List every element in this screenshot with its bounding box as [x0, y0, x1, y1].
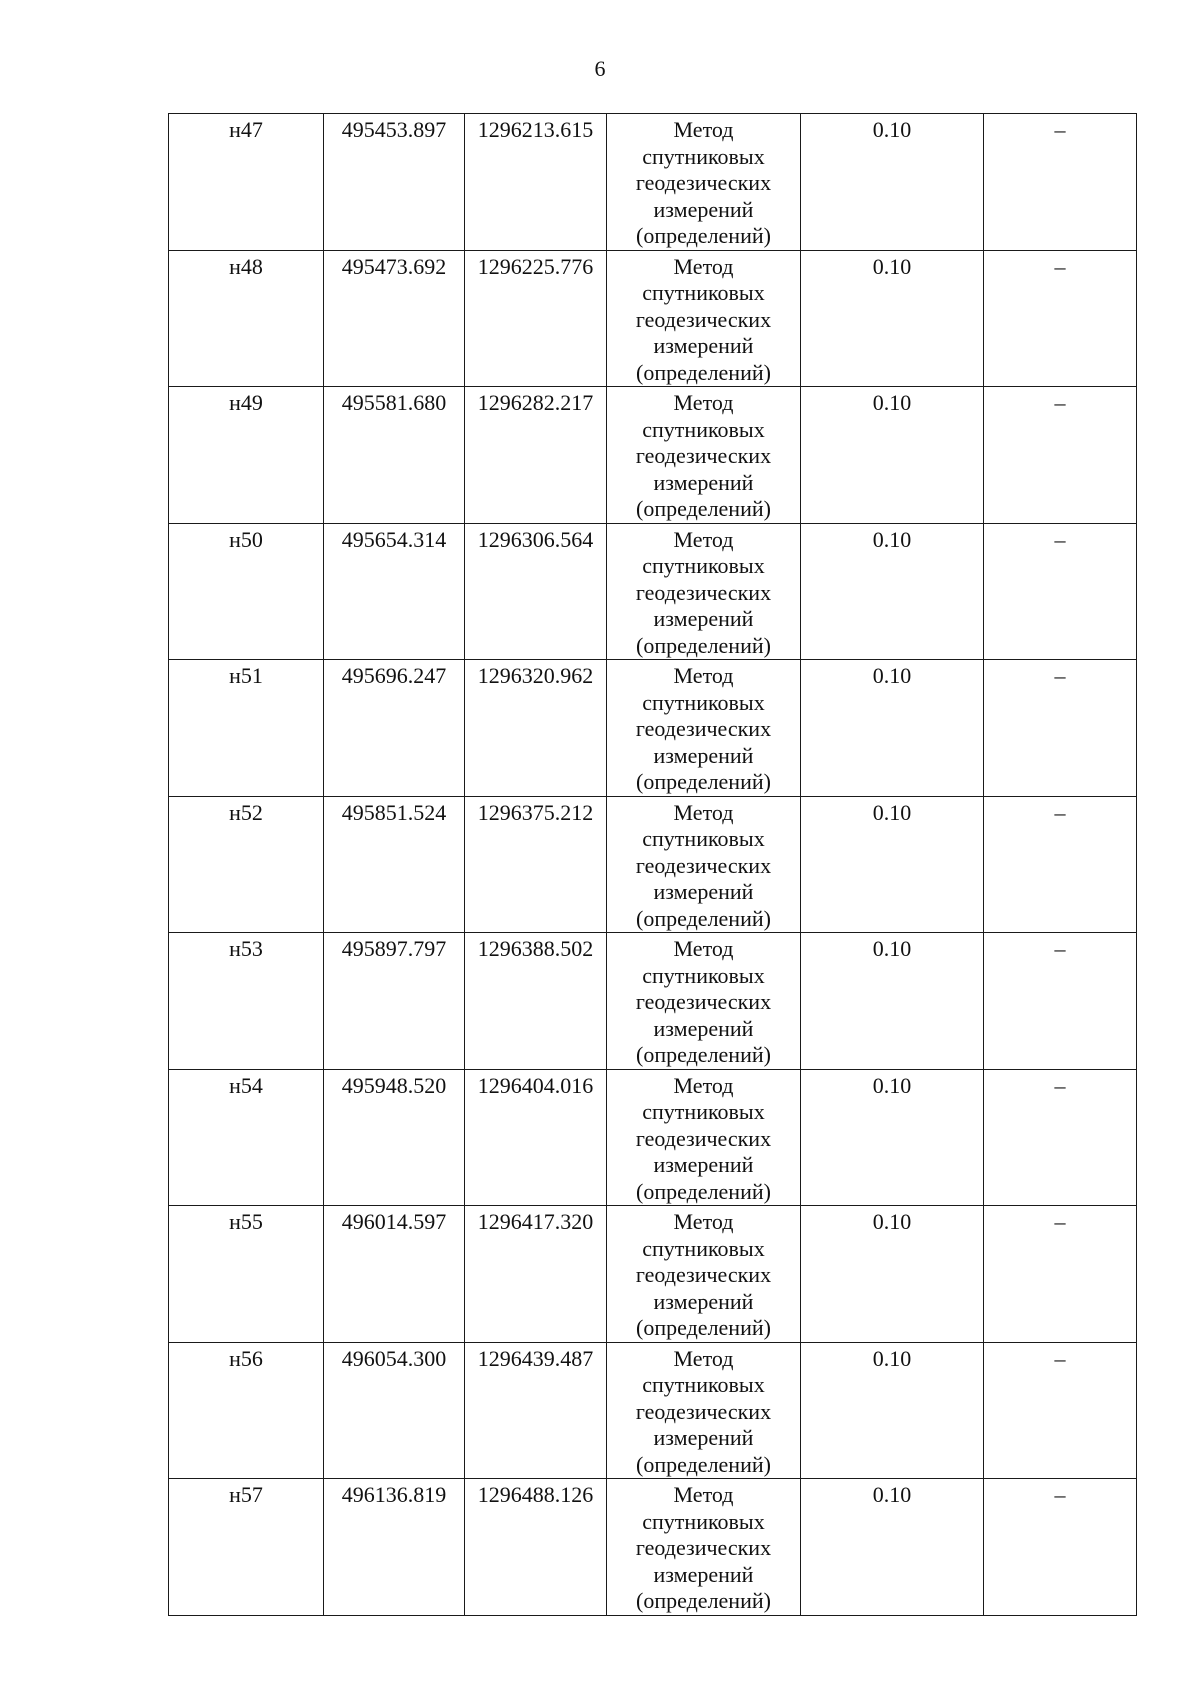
accuracy-cell: 0.10: [801, 114, 984, 251]
table-row: [169, 114, 1137, 251]
point-name-cell: н54: [169, 1069, 324, 1206]
note-cell: –: [984, 1342, 1137, 1479]
y-coordinate-cell: 1296404.016: [465, 1069, 607, 1206]
note-cell: –: [984, 1069, 1137, 1206]
note-cell: –: [984, 1479, 1137, 1616]
x-coordinate-cell: 495453.897: [324, 114, 465, 251]
table-row: [169, 250, 1137, 387]
method-cell: Метод спутниковых геодезических измерений (определений): [607, 1342, 801, 1479]
x-coordinate-cell: 496136.819: [324, 1479, 465, 1616]
method-cell: Метод спутниковых геодезических измерений (определений): [607, 1206, 801, 1343]
x-coordinate-cell: 495851.524: [324, 796, 465, 933]
point-name-cell: н55: [169, 1206, 324, 1343]
method-cell: Метод спутниковых геодезических измерений (определений): [607, 387, 801, 524]
accuracy-cell: 0.10: [801, 523, 984, 660]
table-row: [169, 933, 1137, 1070]
accuracy-cell: 0.10: [801, 1342, 984, 1479]
y-coordinate-cell: 1296320.962: [465, 660, 607, 797]
y-coordinate-cell: 1296417.320: [465, 1206, 607, 1343]
point-name-cell: н57: [169, 1479, 324, 1616]
note-cell: –: [984, 660, 1137, 797]
note-cell: –: [984, 796, 1137, 933]
point-name-cell: н47: [169, 114, 324, 251]
accuracy-cell: 0.10: [801, 660, 984, 797]
table-row: [169, 1342, 1137, 1479]
x-coordinate-cell: 496014.597: [324, 1206, 465, 1343]
note-cell: –: [984, 387, 1137, 524]
note-cell: –: [984, 1206, 1137, 1343]
method-cell: Метод спутниковых геодезических измерений (определений): [607, 796, 801, 933]
point-name-cell: н51: [169, 660, 324, 797]
table-row: [169, 523, 1137, 660]
x-coordinate-cell: 496054.300: [324, 1342, 465, 1479]
accuracy-cell: 0.10: [801, 1479, 984, 1616]
page-number: 6: [594, 56, 606, 81]
y-coordinate-cell: 1296306.564: [465, 523, 607, 660]
x-coordinate-cell: 495696.247: [324, 660, 465, 797]
method-cell: Метод спутниковых геодезических измерений (определений): [607, 1069, 801, 1206]
x-coordinate-cell: 495581.680: [324, 387, 465, 524]
method-cell: Метод спутниковых геодезических измерений (определений): [607, 660, 801, 797]
x-coordinate-cell: 495948.520: [324, 1069, 465, 1206]
y-coordinate-cell: 1296282.217: [465, 387, 607, 524]
y-coordinate-cell: 1296439.487: [465, 1342, 607, 1479]
table-row: [169, 660, 1137, 797]
note-cell: –: [984, 933, 1137, 1070]
x-coordinate-cell: 495654.314: [324, 523, 465, 660]
x-coordinate-cell: 495897.797: [324, 933, 465, 1070]
point-name-cell: н49: [169, 387, 324, 524]
table-row: [169, 387, 1137, 524]
method-cell: Метод спутниковых геодезических измерений (определений): [607, 114, 801, 251]
point-name-cell: н56: [169, 1342, 324, 1479]
note-cell: –: [984, 114, 1137, 251]
table-row: [169, 796, 1137, 933]
method-cell: Метод спутниковых геодезических измерений (определений): [607, 523, 801, 660]
y-coordinate-cell: 1296225.776: [465, 250, 607, 387]
coordinates-table-body: [169, 114, 1137, 1616]
accuracy-cell: 0.10: [801, 933, 984, 1070]
point-name-cell: н50: [169, 523, 324, 660]
table-row: [169, 1206, 1137, 1343]
point-name-cell: н52: [169, 796, 324, 933]
y-coordinate-cell: 1296488.126: [465, 1479, 607, 1616]
accuracy-cell: 0.10: [801, 1206, 984, 1343]
note-cell: –: [984, 523, 1137, 660]
table-row: [169, 1479, 1137, 1616]
x-coordinate-cell: 495473.692: [324, 250, 465, 387]
y-coordinate-cell: 1296213.615: [465, 114, 607, 251]
table-row: [169, 1069, 1137, 1206]
point-name-cell: н53: [169, 933, 324, 1070]
point-name-cell: н48: [169, 250, 324, 387]
y-coordinate-cell: 1296375.212: [465, 796, 607, 933]
accuracy-cell: 0.10: [801, 796, 984, 933]
method-cell: Метод спутниковых геодезических измерений (определений): [607, 1479, 801, 1616]
note-cell: –: [984, 250, 1137, 387]
y-coordinate-cell: 1296388.502: [465, 933, 607, 1070]
accuracy-cell: 0.10: [801, 1069, 984, 1206]
method-cell: Метод спутниковых геодезических измерений (определений): [607, 250, 801, 387]
coordinates-table: [168, 113, 1137, 1616]
accuracy-cell: 0.10: [801, 250, 984, 387]
method-cell: Метод спутниковых геодезических измерений (определений): [607, 933, 801, 1070]
accuracy-cell: 0.10: [801, 387, 984, 524]
